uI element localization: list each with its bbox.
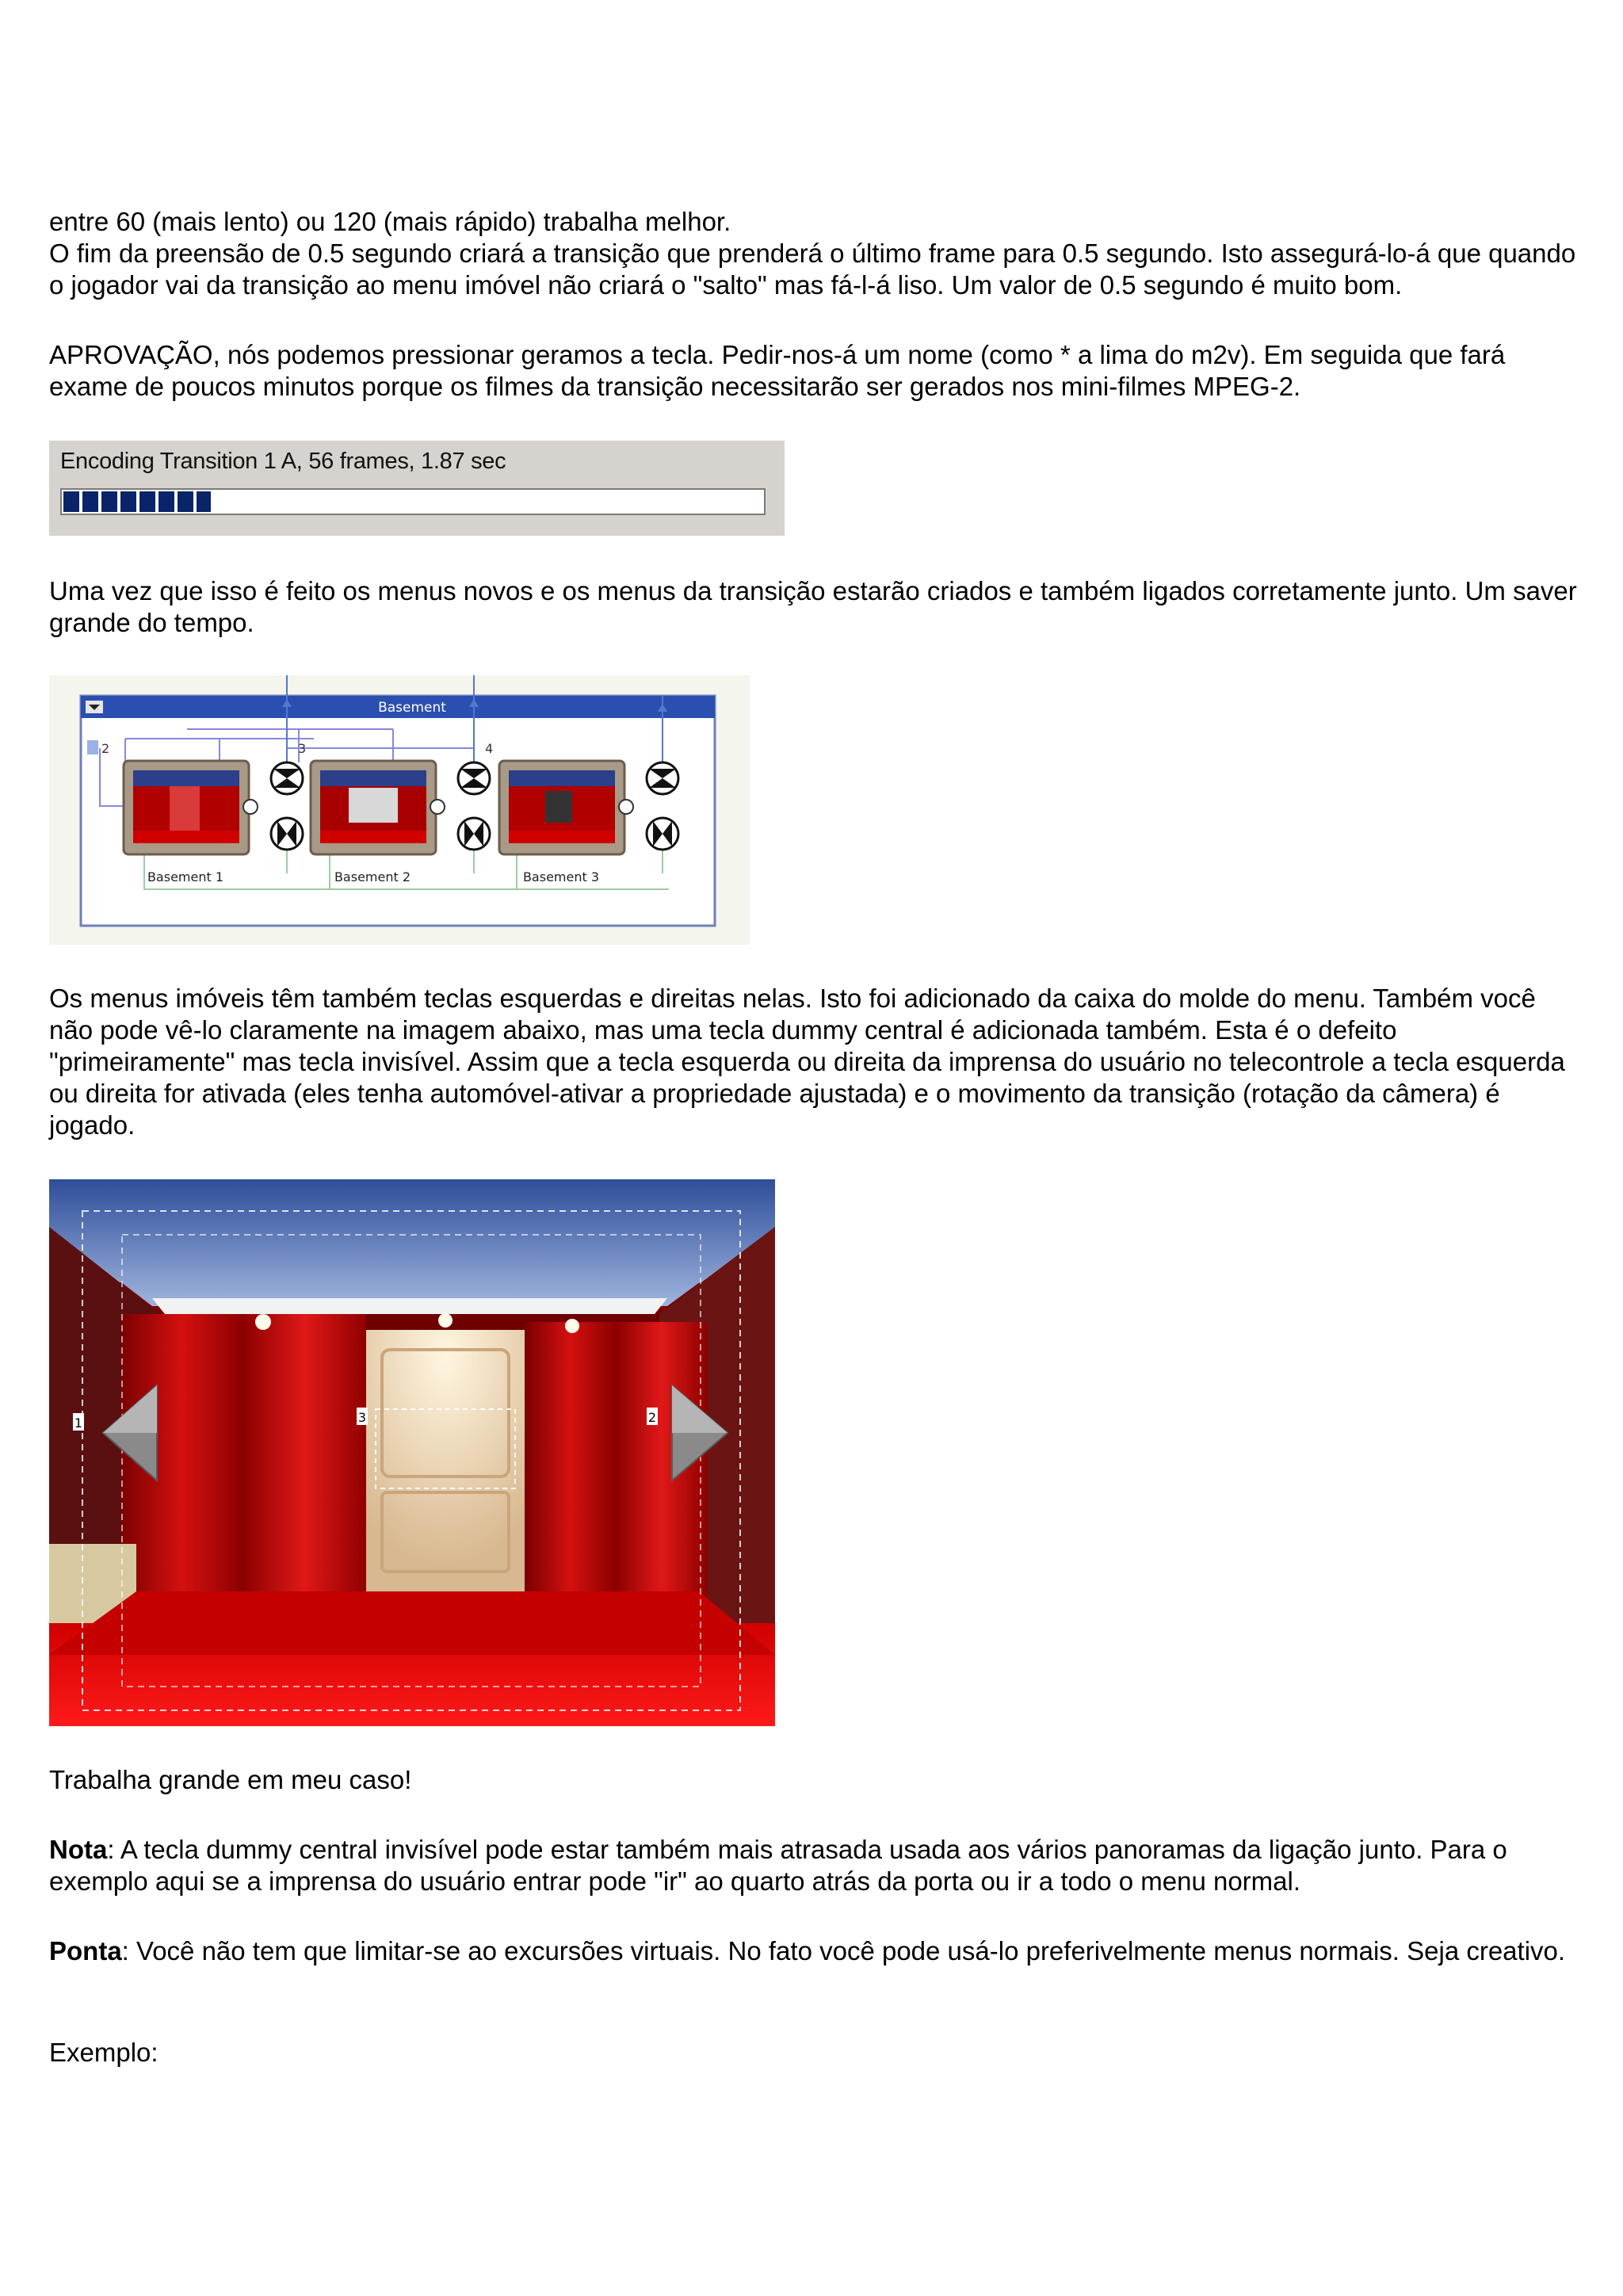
transition-node-2a[interactable] xyxy=(458,762,490,794)
room-button-label-2: 2 xyxy=(647,1410,657,1425)
paragraph-result: Uma vez que isso é feito os menus novos e os menus da transição estarão criados e também ligados corretamente junto. Um saver grande do tempo. xyxy=(49,576,1577,637)
menu-caption-basement-3: Basement 3 xyxy=(522,869,600,884)
paragraph-intro-line2: O fim da preensão de 0.5 segundo criará a transição que prenderá o último frame para 0.5 segundo. Isto assegurá-lo-á que quando o jogador vai da transição ao menu imóvel não criará o "salto" mas fá-l-á liso. Um valor de 0.5 segundo é muito bom. xyxy=(49,239,1576,300)
room-button-label-3: 3 xyxy=(357,1410,367,1425)
encoding-status-text: Encoding Transition 1 A, 56 frames, 1.87 sec xyxy=(60,449,506,474)
tip-text: : Você não tem que limitar-se ao excursões virtuais. No fato você pode usá-lo preferivelmente menus normais. Seja creativo. xyxy=(121,1936,1566,1966)
transition-node-2b[interactable] xyxy=(458,818,490,850)
room-menu-preview xyxy=(49,1179,775,1726)
menu-caption-basement-2: Basement 2 xyxy=(334,869,411,884)
paragraph-example: Exemplo: xyxy=(49,2038,158,2067)
note-text: : A tecla dummy central invisível pode estar também mais atrasada usada aos vários panoramas da ligação junto. Para o exemplo aqui se a imprensa do usuário entrar pode "ir" ao quarto atrás da porta ou ir a todo o menu normal. xyxy=(49,1835,1507,1896)
transition-node-1a[interactable] xyxy=(271,762,303,794)
encoding-progress-bar xyxy=(60,488,766,515)
link-number-3: 3 xyxy=(298,741,307,756)
link-number-2: 2 xyxy=(101,741,110,756)
menu-node-basement-1[interactable] xyxy=(124,761,249,854)
menu-link-diagram xyxy=(49,675,750,945)
paragraph-intro-line1: entre 60 (mais lento) ou 120 (mais rápido) trabalha melhor. xyxy=(49,207,731,236)
menu-caption-basement-1: Basement 1 xyxy=(147,869,224,884)
menu-node-basement-2[interactable] xyxy=(311,761,436,854)
paragraph-works-great: Trabalha grande em meu caso! xyxy=(49,1765,412,1794)
transition-node-3a[interactable] xyxy=(647,762,678,794)
transition-node-1b[interactable] xyxy=(271,818,303,850)
transition-node-3b[interactable] xyxy=(647,818,678,850)
tip-label: Ponta xyxy=(49,1936,122,1966)
encoding-progress-fill xyxy=(63,491,211,512)
paragraph-note xyxy=(49,1834,1587,1897)
paragraph-still-menus: Os menus imóveis têm também teclas esquerdas e direitas nelas. Isto foi adicionado da caixa do molde do menu. Também você não pode vê-lo claramente na imagem abaixo, mas uma tecla dummy central é adicionada também. Esta é o defeito "primeiramente" mas tecla invisível. Assim que a tecla esquerda ou direita da imprensa do usuário no telecontrole a tecla esquerda ou direita for ativada (eles tenha automóvel-ativar a propriedade ajustada) e o movimento da transição (rotação da câmera) é jogado. xyxy=(49,984,1565,1140)
room-button-label-1: 1 xyxy=(74,1415,83,1431)
diagram-title: Basement xyxy=(378,700,446,716)
menu-node-basement-3[interactable] xyxy=(499,761,624,854)
paragraph-approval: APROVAÇÃO, nós podemos pressionar geramos a tecla. Pedir-nos-á um nome (como * a lima do m2v). Em seguida que fará exame de poucos minutos porque os filmes da transição necessitarão ser gerados nos mini-filmes MPEG-2. xyxy=(49,340,1506,401)
note-label: Nota xyxy=(49,1835,108,1864)
encoding-progress-dialog xyxy=(49,441,785,536)
paragraph-intro xyxy=(49,206,1587,301)
paragraph-tip xyxy=(49,1935,1587,1967)
link-number-4: 4 xyxy=(485,741,494,756)
